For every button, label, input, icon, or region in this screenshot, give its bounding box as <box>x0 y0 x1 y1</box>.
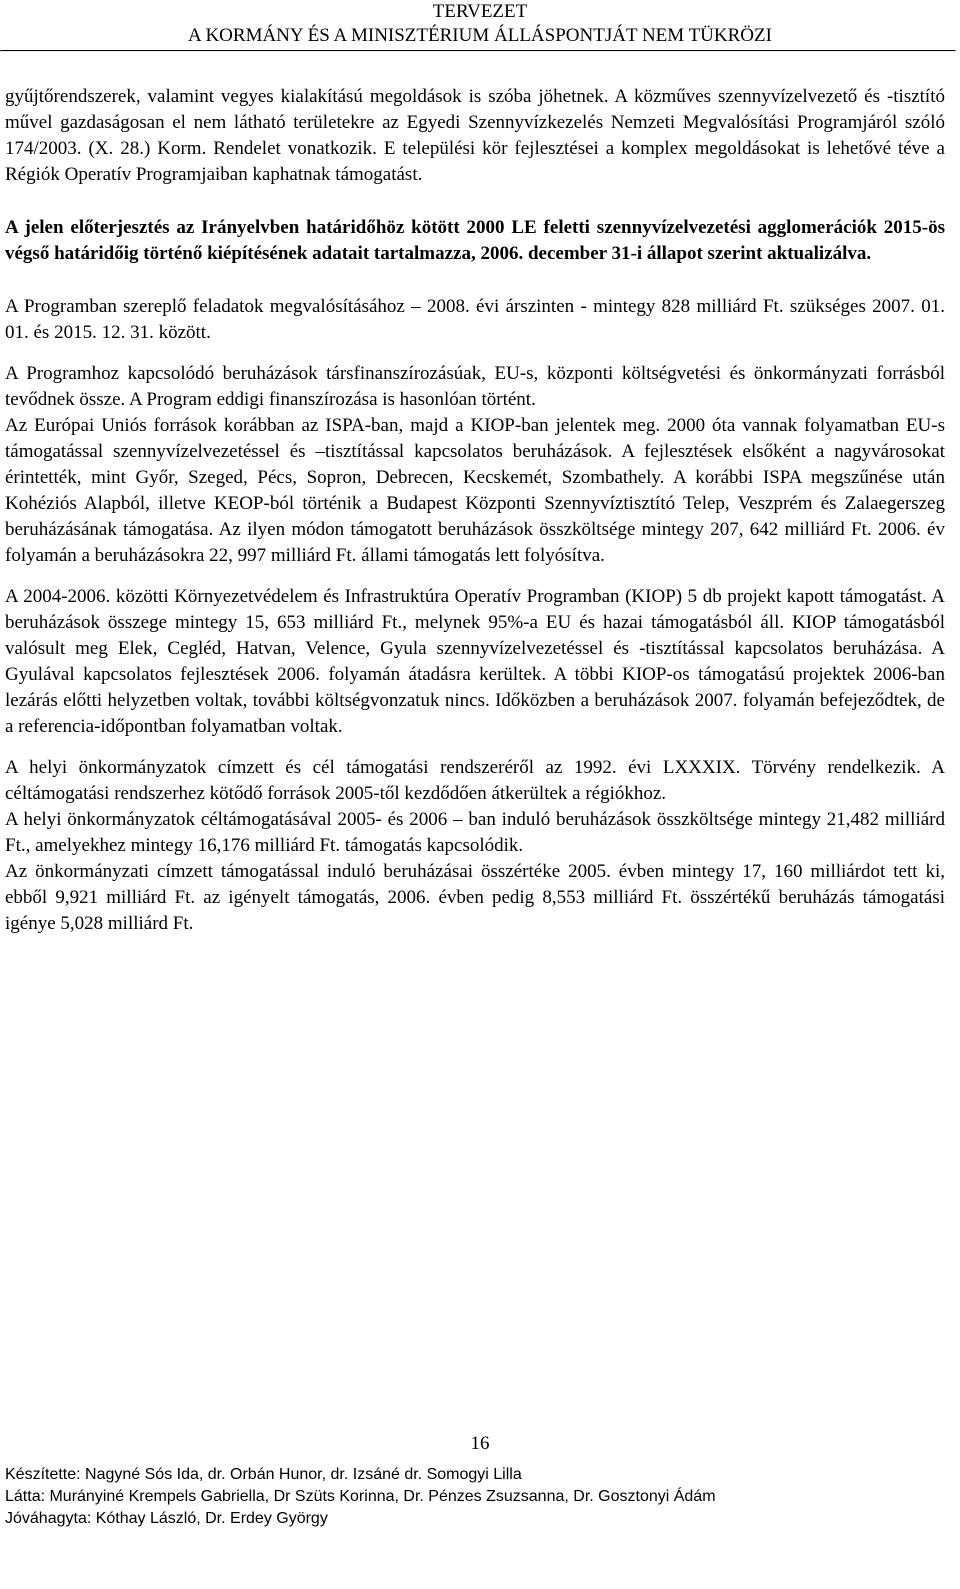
paragraph-kiop: A 2004-2006. közötti Környezetvédelem és Infrastruktúra Operatív Programban (KIOP) 5 db projekt kapott támogatást. A beruházások összege mintegy 15, 653 milliárd Ft., melynek 95%-a EU és hazai támogatásból áll. KIOP támogatásból valósult meg Elek, Cegléd, Hatvan, Velence, Gyula szennyvízelvezetéssel és -tisztítással kapcsolatos beruházása. A Gyulával kapcsolatos fejlesztések 2006. folyamán átadásra kerültek. A többi KIOP-os támogatású projektek 2006-ban lezárás előtti helyzetben voltak, további költségvonzatuk nincs. Időközben a beruházások 2007. folyamán befejeződtek, de a referencia-időpontban folyamatban voltak. <box>5 586 945 737</box>
paragraph-cost: A Programban szereplő feladatok megvalósításához – 2008. évi árszinten - mintegy 828 milliárd Ft. szükséges 2007. 01. 01. és 2015. 12. 31. között. <box>5 296 945 343</box>
footer-reviewed-by: Látta: Murányiné Krempels Gabriella, Dr Szüts Korinna, Dr. Pénzes Zsuzsanna, Dr. Gosztonyi Ádám <box>5 1488 716 1505</box>
page-header <box>0 0 960 48</box>
paragraph-targeted-support: A helyi önkormányzatok céltámogatásával 2005- és 2006 – ban induló beruházások összköltsége mintegy 21,482 milliárd Ft., amelyekhez mintegy 16,176 milliárd Ft. támogatás kapcsolódik. <box>5 809 945 856</box>
paragraph-local-gov-law: A helyi önkormányzatok címzett és cél támogatási rendszeréről az 1992. évi LXXXIX. Törvény rendelkezik. A céltámogatási rendszerhez kötődő források 2005-től kezdődően átkerültek a régiókhoz. <box>5 757 945 804</box>
page-footer <box>5 1464 945 1530</box>
document-body <box>5 84 945 937</box>
paragraph-financing: A Programhoz kapcsolódó beruházások társfinanszírozásúak, EU-s, központi költségvetési és önkormányzati forrásból tevődnek össze. A Program eddigi finanszírozása is hasonlóan történt. <box>5 363 945 410</box>
paragraph-intro: gyűjtőrendszerek, valamint vegyes kialakítású megoldások is szóba jöhetnek. A közműves szennyvízelvezető és -tisztító művel gazdaságosan el nem látható területekre az Egyedi Szennyvízkezelés Nemzeti Megvalósítási Programjáról szóló 174/2003. (X. 28.) Korm. Rendelet vonatkozik. E települési kör fejlesztései a komplex megoldásokat is lehetővé téve a Régiók Operatív Programjaiban kaphatnak támogatást. <box>5 86 945 185</box>
page-number: 16 <box>470 1433 490 1454</box>
header-disclaimer: A KORMÁNY ÉS A MINISZTÉRIUM ÁLLÁSPONTJÁT NEM TÜKRÖZI <box>188 25 772 46</box>
header-draft-label: TERVEZET <box>432 1 528 22</box>
paragraph-eu-sources: Az Európai Uniós források korábban az ISPA-ban, majd a KIOP-ban jelentek meg. 2000 óta vannak folyamatban EU-s támogatással szennyvízelvezetéssel és –tisztítással kapcsolatos beruházások. A fejlesztések elsőként a nagyvárosokat érintették, mint Győr, Szeged, Pécs, Sopron, Debrecen, Kecskemét, Szombathely. A korábbi ISPA megszűnése után Kohéziós Alapból, illetve KEOP-ból történik a Budapest Központi Szennyvíztisztító Telep, Veszprém és Zalaegerszeg beruházásának támogatása. Az ilyen módon támogatott beruházások összköltsége mintegy 207, 642 milliárd Ft. 2006. év folyamán a beruházásokra 22, 997 milliárd Ft. állami támogatás lett folyósítva. <box>5 415 945 566</box>
footer-approved-by: Jóváhagyta: Kóthay László, Dr. Erdey György <box>5 1510 328 1527</box>
header-divider <box>0 50 956 52</box>
paragraph-earmarked-support: Az önkormányzati címzett támogatással induló beruházásai összértéke 2005. évben mintegy 17, 160 milliárdot tett ki, ebből 9,921 milliárd Ft. az igényelt támogatás, 2006. évben pedig 8,553 milliárd Ft. összértékű beruházás támogatási igénye 5,028 milliárd Ft. <box>5 861 945 934</box>
footer-prepared-by: Készítette: Nagyné Sós Ida, dr. Orbán Hunor, dr. Izsáné dr. Somogyi Lilla <box>5 1466 522 1483</box>
paragraph-summary-bold: A jelen előterjesztés az Irányelvben határidőhöz kötött 2000 LE feletti szennyvízelvezetési agglomerációk 2015-ös végső határidőig történő kiépítésének adatait tartalmazza, 2006. december 31-i állapot szerint aktualizálva. <box>5 217 945 264</box>
